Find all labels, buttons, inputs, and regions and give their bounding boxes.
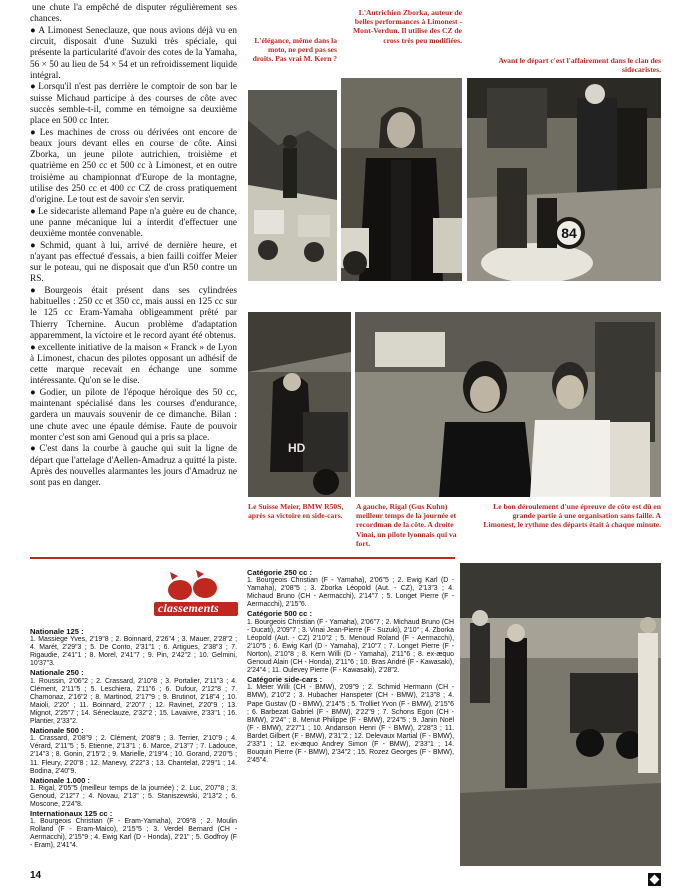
intro-text-column (30, 3, 237, 490)
photo-meier (248, 312, 351, 497)
rider-number-label: HD (288, 441, 306, 455)
caption-meier: Le Suisse Meier, BMW R50S, après sa victoire en side-cars. (248, 502, 344, 521)
intro-paragraph (30, 286, 237, 342)
photo-kern (248, 90, 337, 281)
caption-sidecars: Avant le départ c'est l'affairement dans le clan des sidecaristes. (498, 56, 661, 75)
paragraph-text: Schmid, quant à lui, arrivé de dernière heure, et n'ayant pas effectué d'essais, a bien failli coiffer Meier sur le poteau, qui ne disposait que d'un R50 contre un RS. (30, 240, 237, 285)
photo-sidecars (467, 78, 661, 281)
caption-rigal: A gauche, Rigal (Gus Kuhn) meilleur temps de la journée et recordman de la côte. A droite Vinai, un pilote lyonnais qui va fort. (356, 502, 457, 548)
bullet: ● (30, 25, 37, 36)
results-right-column (247, 568, 454, 766)
caption-organisation: Le bon déroulement d'une épreuve de côte est dû en grande partie à une organisation sans faille. A Limonest, le rythme des départs était à chaque minute. (483, 502, 661, 530)
bullet: ● (30, 240, 39, 251)
photo-organisation (460, 563, 661, 866)
result-body: 1. Bourgeois Christian (F - Eram-Yamaha), 2'09"8 ; 2. Moulin Rolland (F - Eram-Maico), 2'15"5 ; 3. Verdel Bernard (CH - Aermacchi), 2'15"9 ; 4. Ewig Karl (D - Honda), 2'21" ; 5. Godfroy (F - Eram), 2'41"4. (30, 818, 237, 850)
photo-organisation-drawing (460, 563, 661, 866)
paragraph-text: A Limonest Seneclauze, que nous avions déjà vu en circuit, disposait d'une Suzuki très spéciale, qui présente la particularité d'avoir des cotes de la Yamaha, 56 × 50 au lieu de 54 × 54 et un refroidissement liquide intégral. (30, 25, 237, 81)
result-heading: Catégorie side-cars : (247, 675, 323, 685)
photo-zborka-drawing (341, 78, 462, 281)
result-heading: Nationale 250 : (30, 668, 84, 678)
diamond-square-icon (648, 873, 661, 886)
intro-paragraph (30, 343, 237, 388)
result-body: 1. Crassard, 2'08"9 ; 2. Clément, 2'08"9 ; 3. Terrier, 2'10"9 ; 4. Vérard, 2'11"5 ; 5. Etienne, 2'13"1 ; 6. Marce, 2'13"7 ; 7. Ladouce, 2'14"3 ; 8. Gonin, 2'15"2 ; 9. Marielle, 2'19"4 ; 10. Gorand, 2'20"5 ; 11. Fleury, 2'20"8 ; 12. Manevy, 2'22"3 ; 13. Chantelat, 2'29"1 ; 14. Bodina, 2'40"9. (30, 735, 237, 775)
bullet: ● (30, 82, 37, 93)
result-body: 1. Bourgeois Christian (F - Yamaha), 2'06"7 ; 2. Michaud Bruno (CH - Ducati), 2'09"7 ; 3. Vinai Jean-Pierre (F - Suzuki), 2'10" ; 4. Zborka Léopold (Aut. - CZ) 2'10"2 ; 5. Menoud Roland (F - Aermacchi), 2'10"5 ; 6. Ewig Karl (D - Yamaha), 2'10"7 ; 7. Longet Pierre (F - Norton), 2'10"8 ; 8. Kern Willi (D - Yamaha), 2'11"6 ; 8. ex-æquo Genoud Alain (CH - Honda), 2'11"6 ; 10. Bras André (F - Kawasaki), 2'24"4 ; 11. Oulevey Pierre (F - Kawasaki), 2'28"2. (247, 618, 454, 675)
result-heading: Nationale 500 : (30, 726, 84, 736)
bullet: ● (30, 342, 36, 353)
photo-kern-drawing (248, 90, 337, 281)
paragraph-text: Bourgeois était présent dans ses cylindrées habituelles : 250 cc et 350 cc, mais aussi en 125 cc sur le 125 cc Eram-Yamaha obligeamment prêté par Thierry Tchernine. Aucun problème d'adaptation apparemment, la victoire et le record ayant été obtenus. (30, 286, 237, 341)
paragraph-text: Les machines de cross ou dérivées ont encore de beaux jours devant elles en course de côte. Ainsi Zborka, un jeune pilote autrichien, troisième et quatrième en 250 cc et 500 cc à Limonest, et en outre troisième au championnat d'Europe de la montagne, utilise des 250 cc et 400 cc CZ de cross pratiquement d'origine. Le tout est de savoir s'en servir. (30, 127, 237, 205)
result-heading: Catégorie 500 cc : (247, 609, 312, 619)
caption-zborka: L'Autrichien Zborka, auteur de belles performances à Limonest - Mont-Verdun. Il utilise des CZ de cross très peu modifiées. (353, 8, 462, 45)
result-body: 1. Bourgeois Christian (F - Yamaha), 2'06"5 ; 2. Ewig Karl (D - Yamaha), 2'08"5 ; 3. Zborka Léopold (Aut. - CZ), 2'13"3 ; 4. Michaud Bruno (CH - Aermacchi), 2'14"7 ; 5. Longet Pierre (F - Aermacchi), 2'15"6. (247, 577, 454, 609)
bullet: ● (30, 387, 38, 398)
paragraph-text: Le sidecariste allemand Pape n'a guère eu de chance, une panne mécanique lui a interdit d'effectuer une deuxième montée convenable. (30, 206, 237, 240)
paragraph-text: C'est dans la courbe à gauche qui suit la ligne de départ que l'attelage d'Aellen-Amadruz a quitté la piste. Après des nouvelles alarmantes les jours d'Amadruz ne sont pas en danger. (30, 444, 238, 489)
results-left-column (30, 627, 237, 852)
bullet: ● (30, 286, 43, 297)
intro-paragraph (30, 26, 237, 82)
result-body: 1. Rigal, 2'05"5 (meilleur temps de la journée) ; 2. Luc, 2'07"8 ; 3. Genoud, 2'12"7 ; 4. Novau, 2'13" ; 5. Staniszewski, 2'13"2 ; 6. Moscone, 2'24"8. (30, 784, 237, 808)
result-heading: Catégorie 250 cc : (247, 568, 312, 577)
section-divider (30, 557, 455, 559)
paragraph-text: excellente initiative de la maison « Franck » de Lyon à Limonest, chacun des pilotes opposant un adhésif de cette marque recevait en échange une somme intéressante. Qu'on se le dise. (30, 342, 237, 387)
bullet: ● (30, 206, 36, 217)
photo-rigal-vinai (355, 312, 661, 497)
photo-meier-drawing (248, 312, 351, 497)
result-body: 1. Meier Willi (CH - BMW), 2'09"9 ; 2. Schmid Hermann (CH - BMW), 2'10"2 ; 3. Hubacher Hanspeter (CH - BMW), 2'13"8 ; 4. Pape Gustav (D - BMW), 2'14"5 ; 5. Trolliet Yvon (F - BMW), 2'15"6 ; 6. Barbezat Gabriel (F - BMW), 2'22"9 ; 7. Schons Egon (CH - BMW), 2'24" ; 8. Menut Philippe (F - BMW), 2'24"5 ; 9. Janin Noël (F - BMW), 2'27"1 ; 10. Andanson Henri (F - BMW), 2'28"3 ; 11. Bardet Gilbert (F - BMW), 2'31"2 ; 12. Delevaux Martial (F - BMW), 2'33"1 ; 12. ex-æquo Andrey Simon (F - BMW), 2'33"1 ; 14. Bouquin Pierre (F - BMW), 2'34"2 ; 15. Rozez Georges (F - BMW), 2'45"4. (247, 684, 454, 765)
photo-sidecars-drawing (467, 78, 661, 281)
photo-zborka (341, 78, 462, 281)
sidecar-number-label: 84 (561, 225, 577, 241)
paragraph-text: Lorsqu'il n'est pas derrière le comptoir de son bar le suisse Michaud participe à des courses de côte avec succès semble-t-il, comme en témoigne sa deuxième place en 500 cc Inter. (30, 82, 237, 127)
paragraph-text: Godier, un pilote de l'époque héroïque des 50 cc, maintenant spécialisé dans les courses d'endurance, gardera un mauvais souvenir de ce dimanche. Bilan : une chute avec une épaule démise. Faute de pouvoir monter c'est son ami Genoud qui a pris sa place. (30, 387, 237, 443)
photo-rigal-vinai-drawing (355, 312, 661, 497)
intro-paragraph (30, 241, 237, 286)
page-number: 14 (30, 870, 42, 881)
intro-paragraph (30, 444, 237, 489)
result-body: 1. Massiege Yves, 2'19"8 ; 2. Boinnard, 2'26"4 ; 3. Mauer, 2'28"2 ; 4. Marét, 2'29"3 ; 5. De Conto, 2'31"1 ; 6. Artigues, 2'38"3 ; 7. Rigaudie, 2'41"1 ; 8. Morel, 2'41"7 ; 9. Pin, 2'42"2 ; 10. Gelmini, 10'37"3. (30, 636, 237, 668)
intro-paragraph (30, 82, 237, 127)
intro-paragraph (30, 128, 237, 206)
paragraph-text: une chute l'a empêché de disputer régulièrement ses chances. (30, 3, 237, 25)
result-heading: Internationaux 125 cc : (30, 809, 113, 819)
intro-paragraph (30, 3, 237, 25)
bullet: ● (30, 444, 38, 455)
result-heading: Nationale 125 : (30, 627, 84, 636)
result-body: 1. Roussin, 2'06"2 ; 2. Crassard, 2'10"8 ; 3. Portalier, 2'11"3 ; 4. Clément, 2'11"5 ; 5. Leschiera, 2'11"6 ; 6. Dufour, 2'12"8 ; 7. Chamonaz, 2'16"2 ; 8. Martinod, 2'17"9 ; 9. Brutinot, 2'18"4 ; 10. Maioli, 2'20" ; 11. Boinnard, 2'20"7 ; 12. Ravinet, 2'20"9 ; 13. Mignot, 2'25"7 ; 14. Séneclauze, 2'32"2 ; 15. Lavaivre, 2'33"1 ; 16. Plantier, 2'33"2. (30, 677, 237, 726)
result-heading: Nationale 1.000 : (30, 775, 90, 785)
caption-kern: L'élégance, même dans la moto, ne perd pas ses droits. Pas vrai M. Kern ? (252, 36, 337, 64)
classements-logo-text: classements (158, 601, 219, 615)
intro-paragraph (30, 388, 237, 444)
classements-logo (150, 570, 240, 622)
bullet: ● (30, 127, 38, 138)
diamond-inner (650, 875, 660, 885)
intro-paragraph (30, 207, 237, 241)
